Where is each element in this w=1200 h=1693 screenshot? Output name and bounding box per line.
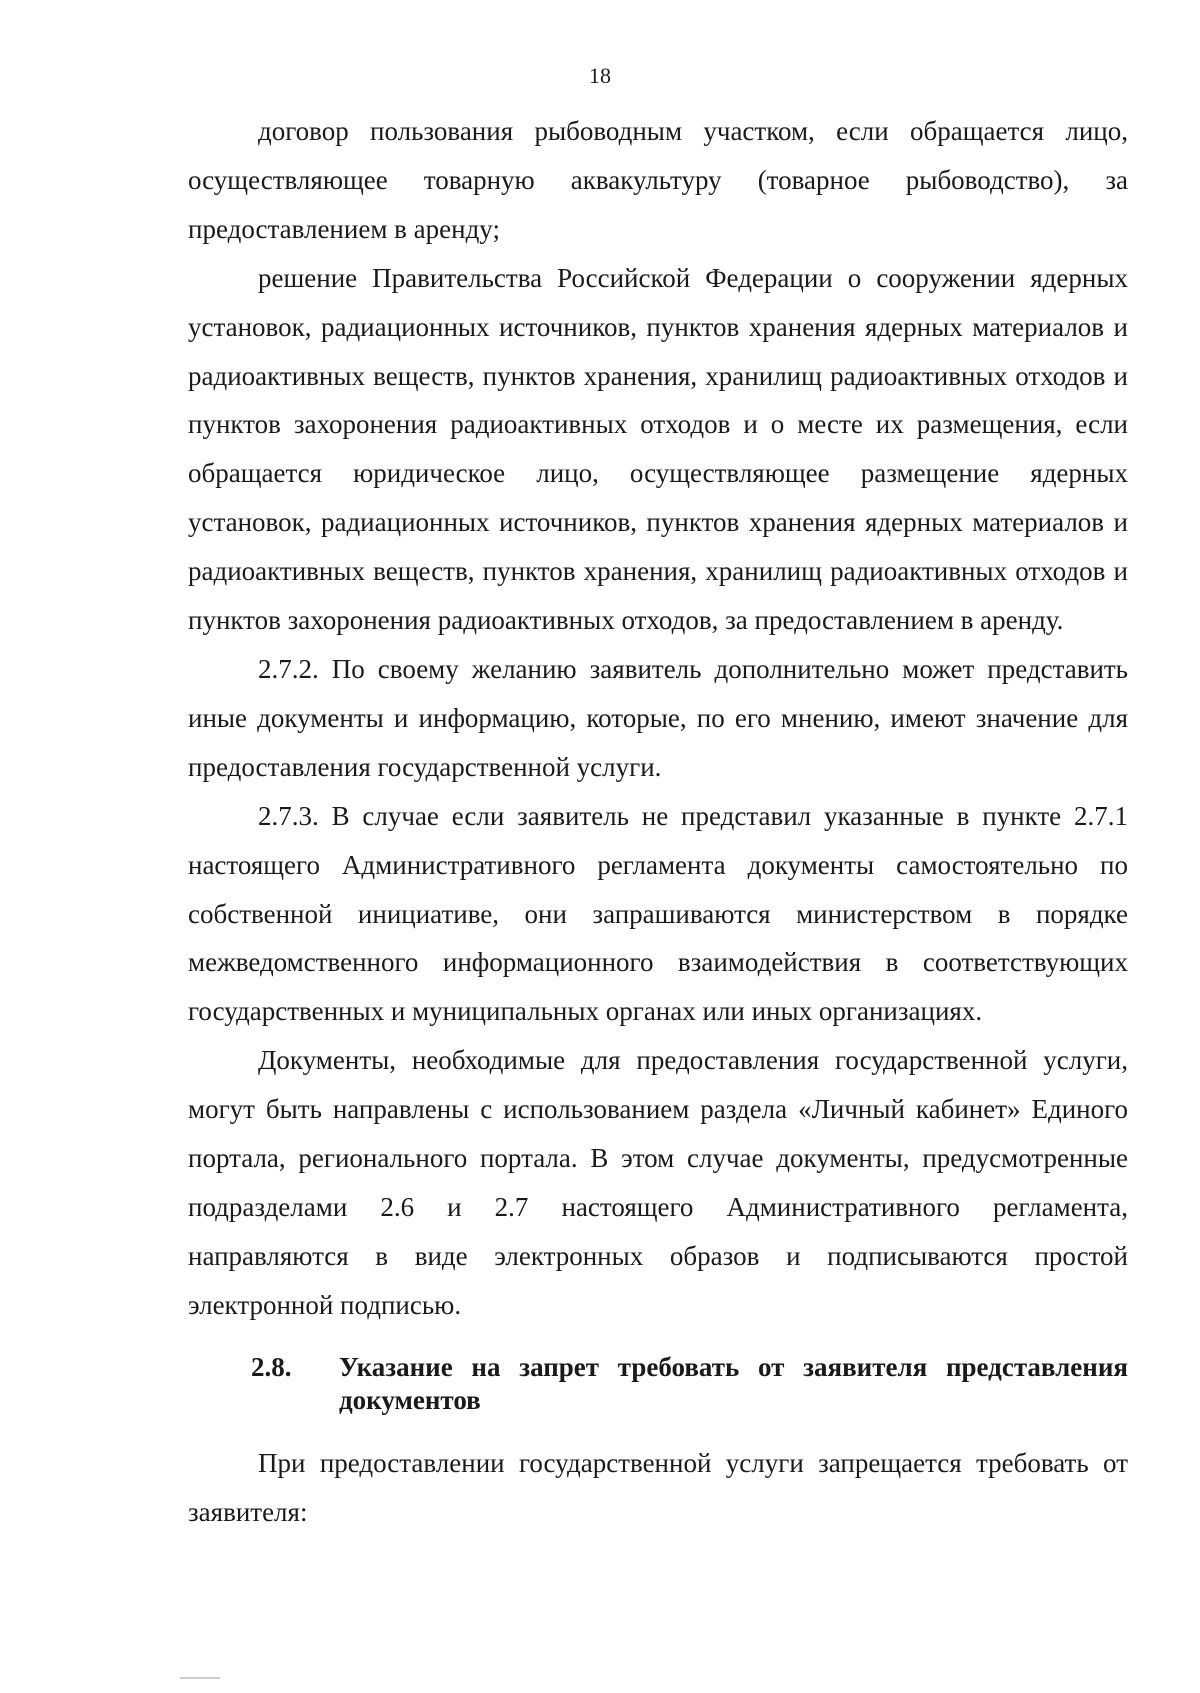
- page-number: 18: [589, 63, 611, 88]
- document-body: [188, 107, 1128, 1536]
- paragraph-electronic-documents: Документы, необходимые для предоставления государственной услуги, могут быть направлены с использованием раздела «Личный кабинет» Единого портала, регионального портала. В этом случае документы, предусмотренные подразделами 2.6 и 2.7 настоящего Административного регламента, направляются в виде электронных образов и подписываются простой электронной подписью.: [188, 1045, 1128, 1320]
- paragraph-nuclear-facilities: решение Правительства Российской Федерации о сооружении ядерных установок, радиационных источников, пунктов хранения ядерных материалов и радиоактивных веществ, пунктов хранения, хранилищ радиоактивных отходов и пунктов захоронения радиоактивных отходов и о месте их размещения, если обращается юридическое лицо, осуществляющее размещение ядерных установок, радиационных источников, пунктов хранения ядерных материалов и радиоактивных веществ, пунктов хранения, хранилищ радиоактивных отходов и пунктов захоронения радиоактивных отходов, за предоставлением в аренду.: [188, 262, 1128, 636]
- paragraph-2-7-2: 2.7.2. По своему желанию заявитель дополнительно может представить иные документы и информацию, которые, по его мнению, имеют значение для предоставления государственной услуги.: [188, 653, 1128, 782]
- section-title: Указание на запрет требовать от заявителя представления документов: [339, 1351, 1128, 1415]
- paragraph-fish-farming-lease: договор пользования рыбоводным участком, если обращается лицо, осуществляющее товарную аквакультуру (товарное рыбоводство), за предоставлением в аренду;: [188, 116, 1128, 244]
- paragraph-2-7-3: 2.7.3. В случае если заявитель не представил указанные в пункте 2.7.1 настоящего Административного регламента документы самостоятельно по собственной инициативе, они запрашиваются министерством в порядке межведомственного информационного взаимодействия в соответствующих государственных и муниципальных органах или иных организациях.: [188, 800, 1128, 1027]
- paragraph-prohibition: При предоставлении государственной услуги запрещается требовать от заявителя:: [188, 1447, 1128, 1527]
- scan-artifact: [180, 1677, 220, 1679]
- section-heading-2-8: [188, 1351, 1128, 1417]
- section-number: 2.8.: [251, 1351, 292, 1382]
